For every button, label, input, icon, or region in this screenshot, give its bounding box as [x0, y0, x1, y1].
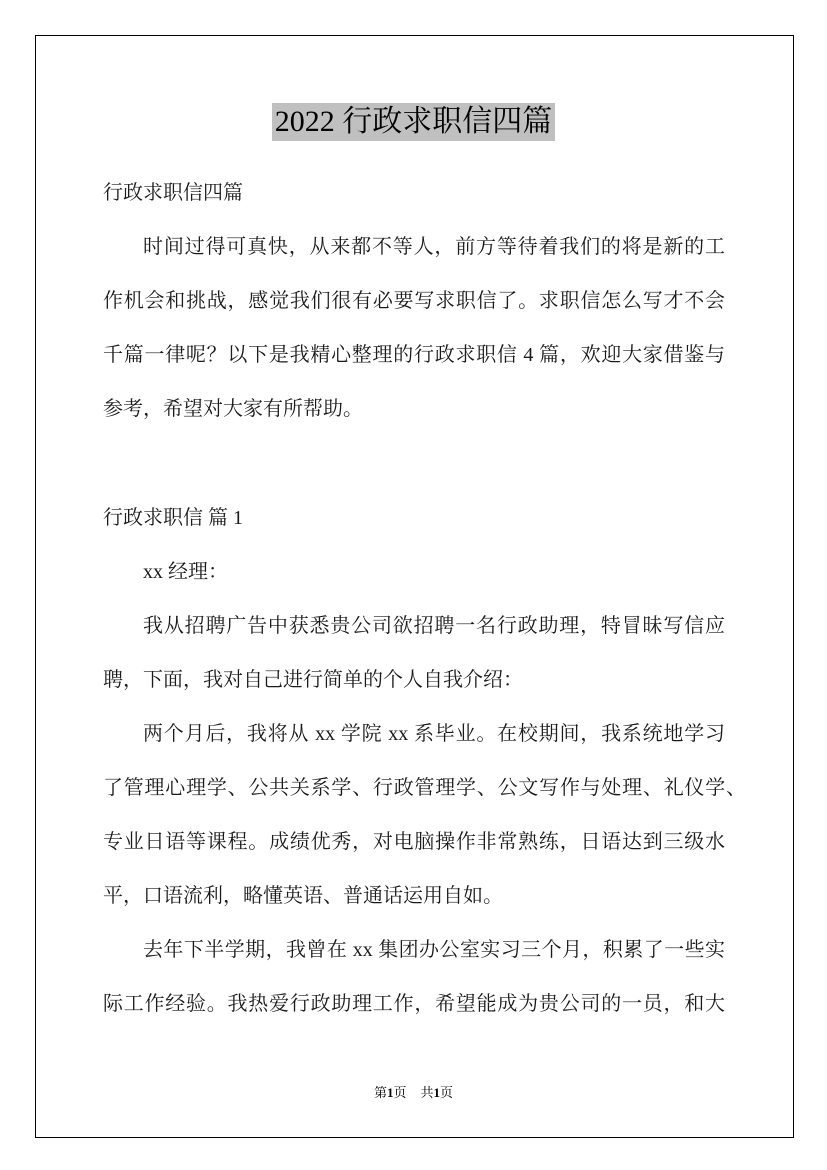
paragraph-line: 我从招聘广告中获悉贵公司欲招聘一名行政助理，特冒昧写信应	[143, 614, 725, 637]
blank-line	[103, 436, 753, 490]
page-footer	[0, 1085, 827, 1101]
paragraph-line: 际工作经验。我热爱行政助理工作，希望能成为贵公司的一员，和大	[103, 993, 725, 1016]
total-label-prefix: 共	[420, 1085, 434, 1100]
paragraph-line: 聘，下面，我对自己进行简单的个人自我介绍：	[103, 668, 523, 691]
section-heading: 行政求职信 篇 1	[103, 506, 243, 529]
paragraph-line: 两个月后，我将从 xx 学院 xx 系毕业。在校期间，我系统地学习	[143, 722, 725, 745]
paragraph-line: 时间过得可真快，从来都不等人，前方等待着我们的将是新的工	[143, 236, 725, 259]
paragraph-line: 平，口语流利，略懂英语、普通话运用自如。	[103, 885, 503, 908]
document-subtitle: 行政求职信四篇	[103, 182, 243, 204]
paragraph-line: 作机会和挑战，感觉我们很有必要写求职信了。求职信怎么写才不会	[103, 290, 725, 313]
paragraph-line: 参考，希望对大家有所帮助。	[103, 398, 363, 421]
letter-paragraph	[103, 923, 753, 1031]
paragraph-line: 去年下半学期，我曾在 xx 集团办公室实习三个月，积累了一些实	[143, 939, 725, 962]
page-label-suffix: 页	[393, 1085, 407, 1100]
title-bar	[0, 103, 827, 141]
document-title: 2022 行政求职信四篇	[272, 103, 556, 141]
total-pages: 1	[433, 1085, 441, 1100]
letter-salutation: xx 经理：	[143, 560, 228, 583]
page-number: 1	[386, 1085, 394, 1100]
total-label-suffix: 页	[440, 1085, 454, 1100]
document-body	[103, 166, 753, 1032]
letter-paragraph	[103, 707, 753, 923]
paragraph-line: 了管理心理学、公共关系学、行政管理学、公文写作与处理、礼仪学、	[103, 777, 746, 800]
intro-paragraph	[103, 220, 753, 436]
paragraph-line: 专业日语等课程。成绩优秀，对电脑操作非常熟练，日语达到三级水	[103, 831, 725, 854]
letter-paragraph	[103, 599, 753, 707]
page-label-prefix: 第	[373, 1085, 387, 1100]
paragraph-line: 千篇一律呢？以下是我精心整理的行政求职信 4 篇，欢迎大家借鉴与	[103, 344, 725, 367]
